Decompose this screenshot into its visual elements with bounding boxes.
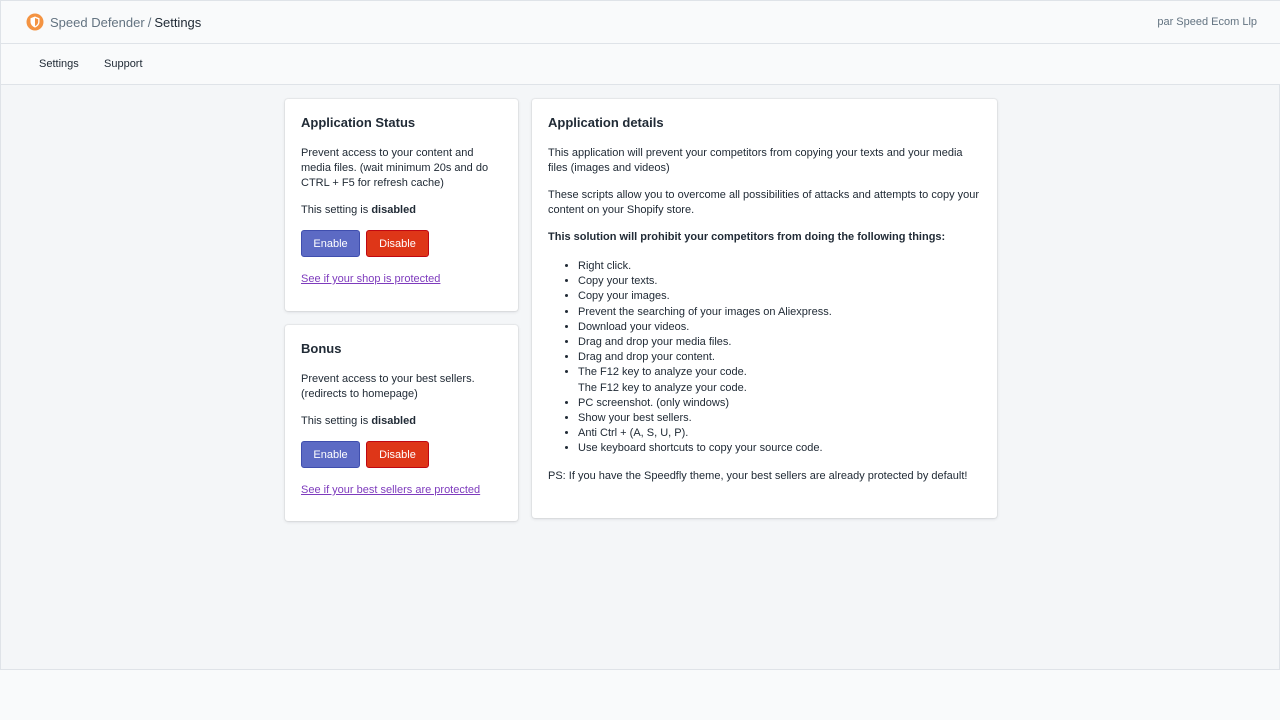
card-description: Prevent access to your content and media files. (wait minimum 20s and do CTRL + F5 for refresh cache) bbox=[301, 147, 489, 189]
list-item: • Prevent the searching of your images on Aliexpress. bbox=[578, 305, 981, 320]
shop-protected-link[interactable]: See if your shop is protected bbox=[301, 273, 441, 285]
list-item: • Use keyboard shortcuts to copy your source code. bbox=[578, 441, 981, 456]
details-heading-text: This solution will prohibit your competitors from doing the following things: bbox=[548, 231, 946, 243]
application-details-card bbox=[532, 99, 997, 518]
setting-value: disabled bbox=[371, 204, 416, 216]
bottom-strip bbox=[0, 670, 1280, 720]
bonus-card bbox=[285, 325, 518, 521]
enable-button[interactable]: Enable bbox=[301, 230, 360, 257]
list-item: • Anti Ctrl + (A, S, U, P). bbox=[578, 426, 981, 441]
nav-item-support[interactable]: Support bbox=[104, 58, 143, 70]
details-paragraph-2: These scripts allow you to overcome all possibilities of attacks and attempts to copy your content on your Shopify store. bbox=[548, 189, 980, 216]
card-title: Application Status bbox=[301, 115, 416, 130]
list-item-text: The F12 key to analyze your code. bbox=[578, 366, 747, 379]
breadcrumb-separator: / bbox=[147, 15, 152, 30]
list-item: • Copy your images. bbox=[578, 289, 981, 304]
best-sellers-protected-link[interactable]: See if your best sellers are protected bbox=[301, 484, 481, 496]
button-row bbox=[301, 230, 502, 257]
list-item: • PC screenshot. (only windows) bbox=[578, 396, 981, 411]
details-paragraph-1: This application will prevent your competitors from copying your texts and your media files (images and videos) bbox=[548, 147, 963, 174]
disable-button[interactable]: Disable bbox=[366, 441, 429, 468]
list-item: • Download your videos. bbox=[578, 320, 981, 335]
nav-item-settings[interactable]: Settings bbox=[39, 58, 79, 70]
list-item: • Show your best sellers. bbox=[578, 411, 981, 426]
app-navigation bbox=[1, 44, 1280, 85]
disable-button[interactable]: Disable bbox=[366, 230, 429, 257]
ps-note: PS: If you have the Speedfly theme, your best sellers are already protected by default! bbox=[548, 469, 968, 482]
breadcrumb-current-page: Settings bbox=[154, 15, 202, 30]
top-bar bbox=[1, 1, 1280, 44]
card-description: Prevent access to your best sellers. (redirects to homepage) bbox=[301, 373, 475, 400]
list-item: • Copy your texts. bbox=[578, 274, 981, 289]
application-status-card bbox=[285, 99, 518, 311]
breadcrumb bbox=[50, 15, 201, 30]
card-title: Bonus bbox=[301, 341, 342, 356]
setting-status-text bbox=[301, 414, 502, 429]
shield-logo-icon bbox=[26, 13, 44, 31]
list-item bbox=[578, 365, 981, 395]
list-item: • Drag and drop your content. bbox=[578, 350, 981, 365]
enable-button[interactable]: Enable bbox=[301, 441, 360, 468]
list-item: • Drag and drop your media files. bbox=[578, 335, 981, 350]
list-item: • Right click. bbox=[578, 259, 981, 274]
setting-value: disabled bbox=[371, 415, 416, 427]
setting-prefix: This setting is bbox=[301, 204, 372, 216]
setting-status-text bbox=[301, 203, 502, 218]
publisher-label: par Speed Ecom Llp bbox=[1157, 16, 1257, 28]
button-row bbox=[301, 441, 502, 468]
breadcrumb-app-name[interactable]: Speed Defender bbox=[50, 15, 145, 30]
setting-prefix: This setting is bbox=[301, 415, 372, 427]
prohibited-actions-list bbox=[548, 259, 981, 457]
card-title: Application details bbox=[548, 115, 664, 130]
list-item-text-continued: The F12 key to analyze your code. bbox=[578, 381, 747, 394]
details-heading bbox=[548, 230, 981, 245]
